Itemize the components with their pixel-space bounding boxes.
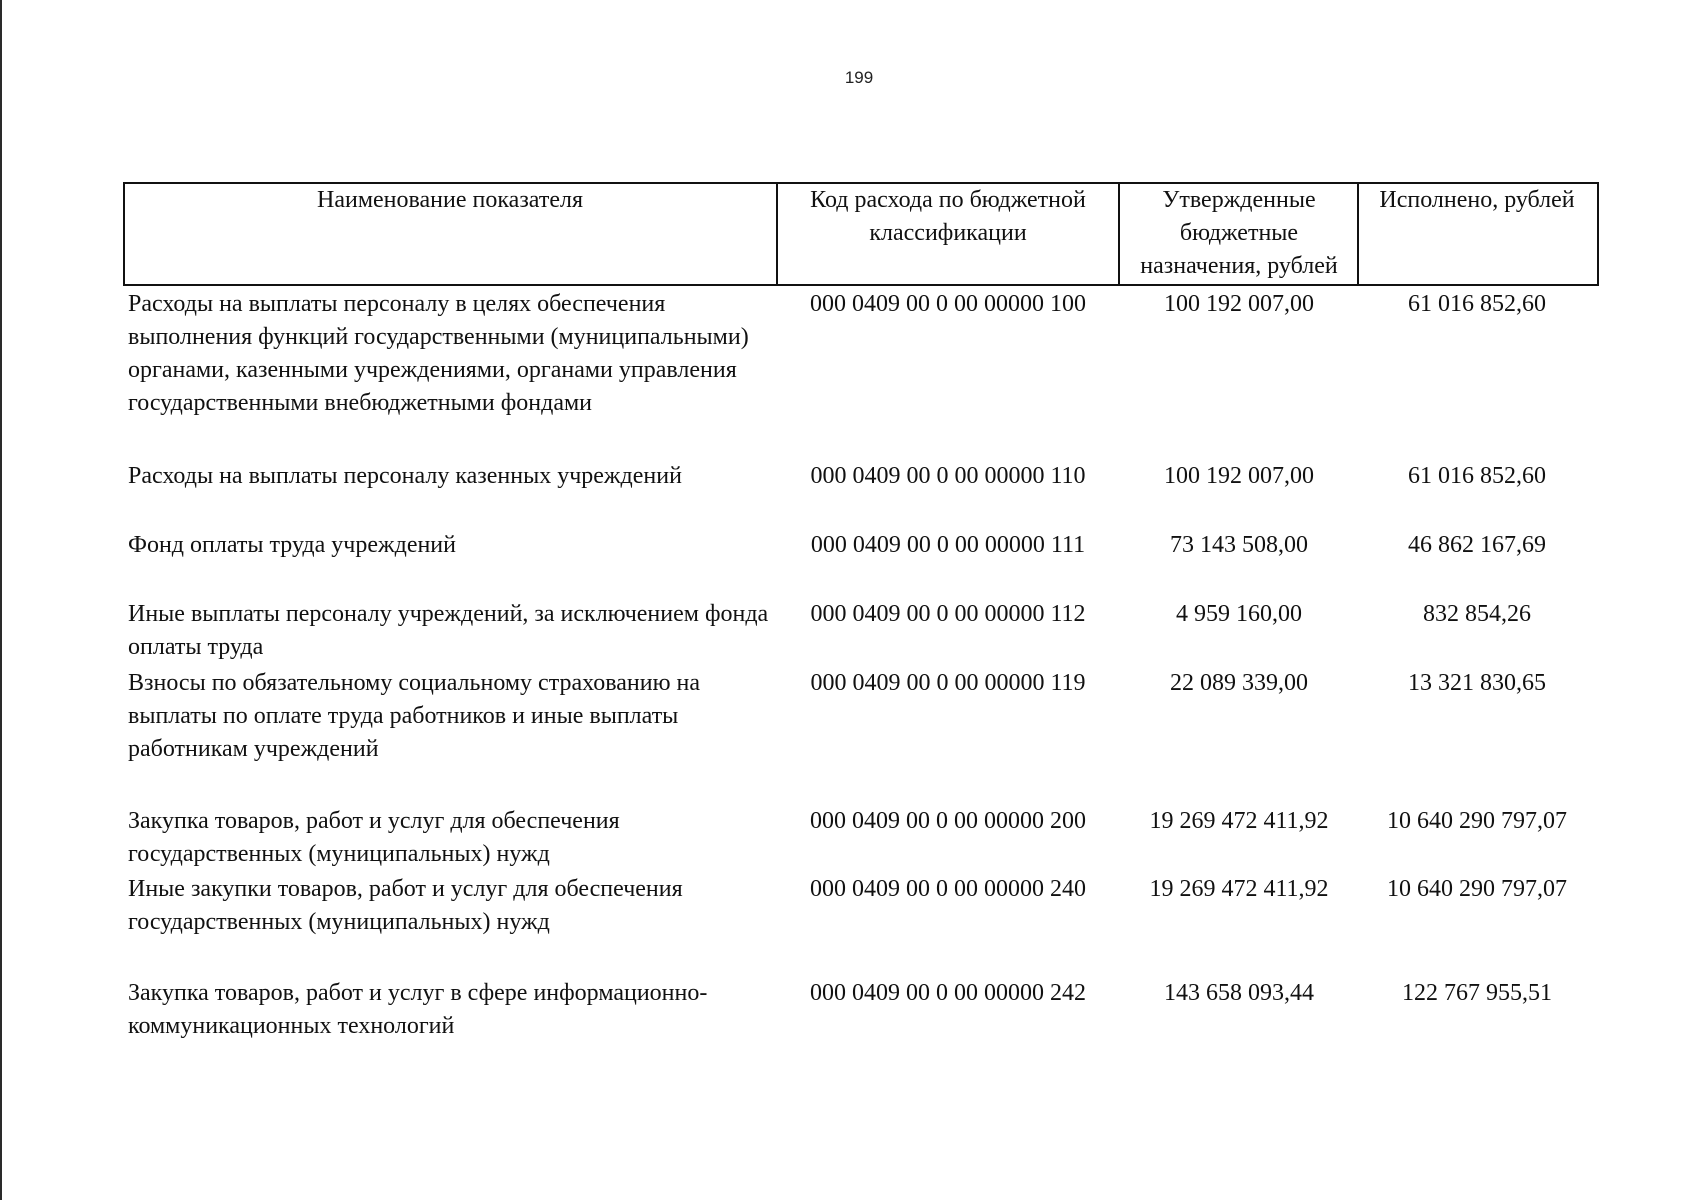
row-name: Расходы на выплаты персоналу в целях обеспечения выполнения функций государственными (муниципальными) органами, казенными учреждениями, органами управления государственными внебюджетными фондами (128, 291, 749, 416)
row-name: Взносы по обязательному социальному страхованию на выплаты по оплате труда работников и иные выплаты работникам учреждений (128, 670, 701, 762)
row-code: 000 0409 00 0 00 00000 100 (810, 291, 1086, 317)
row-approved: 19 269 472 411,92 (1149, 876, 1329, 902)
row-code: 000 0409 00 0 00 00000 242 (810, 980, 1086, 1006)
row-executed: 61 016 852,60 (1408, 291, 1546, 317)
row-approved: 19 269 472 411,92 (1149, 808, 1329, 834)
row-code: 000 0409 00 0 00 00000 112 (810, 601, 1086, 627)
row-name: Закупка товаров, работ и услуг в сфере информационно-коммуникационных технологий (128, 980, 708, 1039)
row-executed: 13 321 830,65 (1408, 670, 1546, 696)
row-approved: 100 192 007,00 (1164, 463, 1314, 489)
row-approved: 73 143 508,00 (1170, 532, 1308, 558)
row-code: 000 0409 00 0 00 00000 200 (810, 808, 1086, 834)
row-code: 000 0409 00 0 00 00000 119 (810, 670, 1086, 696)
row-approved: 22 089 339,00 (1170, 670, 1308, 696)
page-number: 199 (844, 68, 874, 87)
header-executed: Исполнено, рублей (1379, 187, 1575, 213)
row-name: Иные выплаты персоналу учреждений, за исключением фонда оплаты труда (128, 601, 769, 660)
header-name: Наименование показателя (317, 187, 583, 213)
row-code: 000 0409 00 0 00 00000 110 (810, 463, 1086, 489)
row-approved: 4 959 160,00 (1176, 601, 1302, 627)
row-code: 000 0409 00 0 00 00000 240 (810, 876, 1086, 902)
row-executed: 10 640 290 797,07 (1387, 876, 1567, 902)
page-edge (0, 0, 2, 1200)
row-name: Иные закупки товаров, работ и услуг для обеспечения государственных (муниципальных) нужд (128, 876, 683, 935)
row-approved: 100 192 007,00 (1164, 291, 1314, 317)
row-name: Расходы на выплаты персоналу казенных учреждений (128, 463, 682, 489)
header-code: Код расхода по бюджетной классификации (810, 187, 1086, 246)
row-executed: 61 016 852,60 (1408, 463, 1546, 489)
row-executed: 122 767 955,51 (1402, 980, 1552, 1006)
row-executed: 10 640 290 797,07 (1387, 808, 1567, 834)
row-code: 000 0409 00 0 00 00000 111 (810, 532, 1086, 558)
row-approved: 143 658 093,44 (1164, 980, 1314, 1006)
row-executed: 46 862 167,69 (1408, 532, 1546, 558)
row-name: Фонд оплаты труда учреждений (128, 532, 456, 558)
row-name: Закупка товаров, работ и услуг для обеспечения государственных (муниципальных) нужд (128, 808, 620, 867)
row-executed: 832 854,26 (1423, 601, 1531, 627)
header-approved: Утвержденные бюджетные назначения, рублей (1140, 187, 1338, 279)
